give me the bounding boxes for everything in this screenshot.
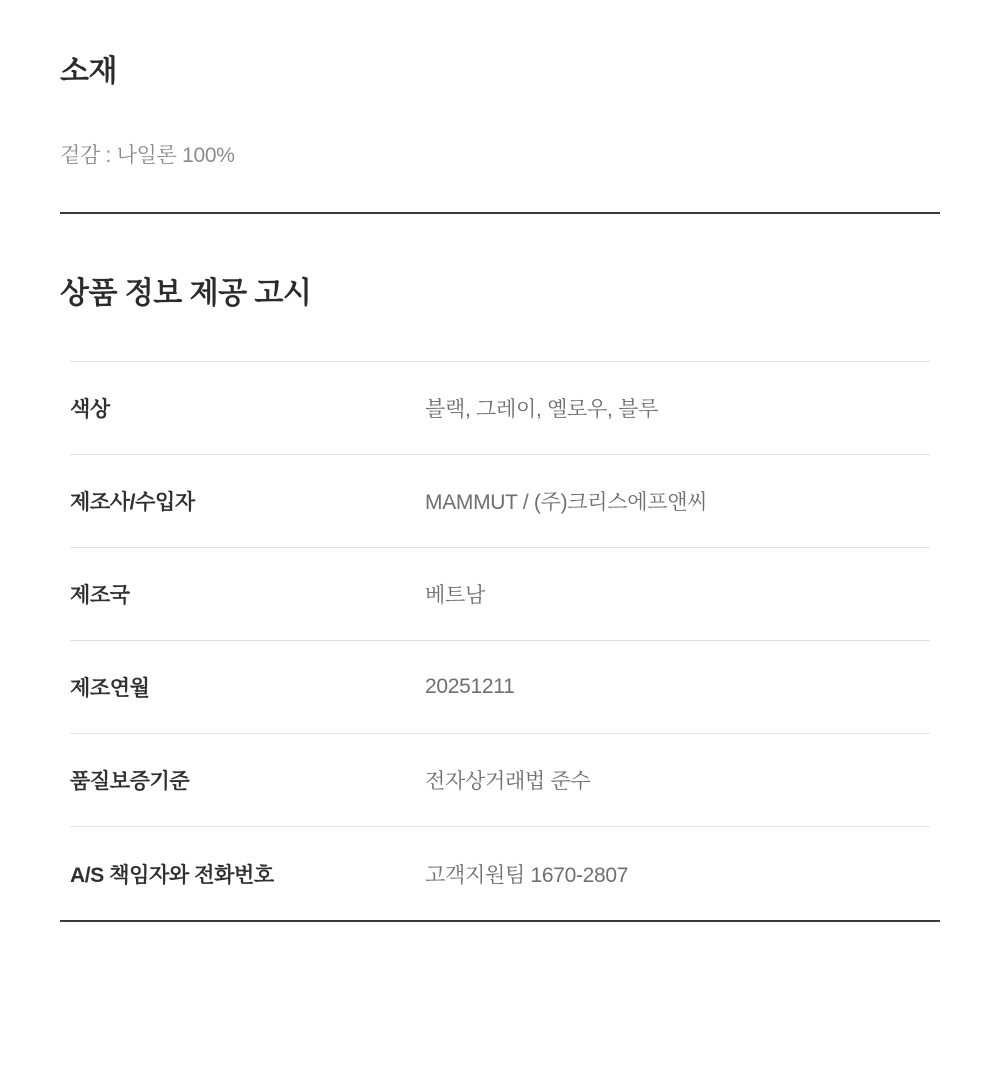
row-value: 블랙, 그레이, 옐로우, 블루 xyxy=(425,362,930,455)
row-value: 전자상거래법 준수 xyxy=(425,734,930,827)
product-info-notice-section xyxy=(0,214,1000,920)
material-section xyxy=(0,0,1000,170)
section-divider-bottom xyxy=(60,920,940,922)
row-label: 제조사/수입자 xyxy=(70,455,425,548)
row-label: 제조국 xyxy=(70,548,425,641)
product-info-table xyxy=(70,361,930,920)
table-row xyxy=(70,362,930,455)
table-row xyxy=(70,641,930,734)
row-label: 품질보증기준 xyxy=(70,734,425,827)
row-label: 색상 xyxy=(70,362,425,455)
table-row xyxy=(70,455,930,548)
table-row xyxy=(70,734,930,827)
row-value: 베트남 xyxy=(425,548,930,641)
row-label: 제조연월 xyxy=(70,641,425,734)
material-detail-text: 겉감 : 나일론 100% xyxy=(60,144,235,167)
product-info-heading: 상품 정보 제공 고시 xyxy=(60,277,312,311)
table-row xyxy=(70,548,930,641)
row-value: 고객지원팀 1670-2807 xyxy=(425,827,930,920)
material-heading: 소재 xyxy=(60,55,117,88)
row-value: MAMMUT / (주)크리스에프앤씨 xyxy=(425,455,930,548)
table-row xyxy=(70,827,930,920)
row-value: 20251211 xyxy=(425,641,930,734)
row-label: A/S 책임자와 전화번호 xyxy=(70,827,425,920)
